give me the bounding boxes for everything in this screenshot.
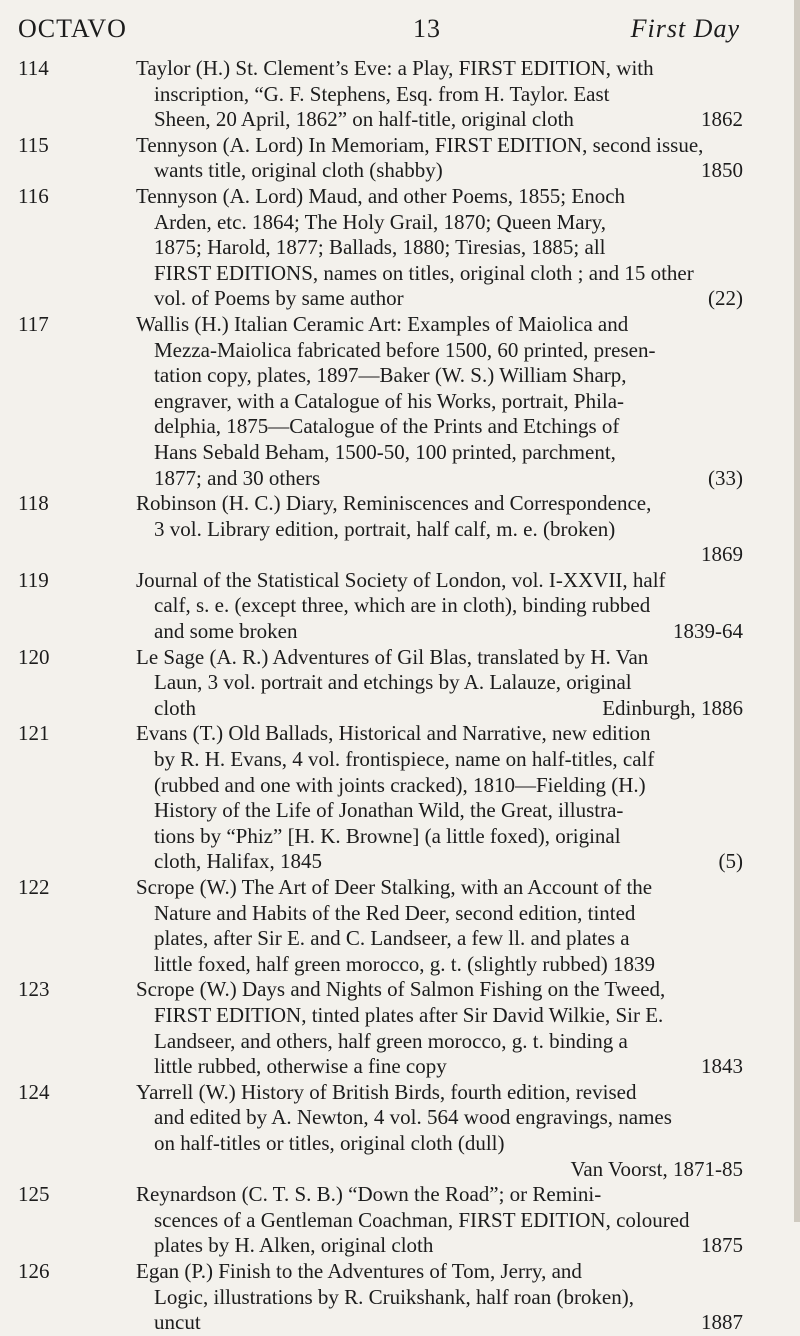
lot-entry: [18, 491, 743, 568]
description-line: FIRST EDITION, tinted plates after Sir David Wilkie, Sir E.: [154, 1002, 664, 1027]
description-line: little foxed, half green morocco, g. t. (slightly rubbed) 1839: [154, 951, 655, 976]
lot-number: 124: [18, 1079, 50, 1104]
description-line: 1875; Harold, 1877; Ballads, 1880; Tiresias, 1885; all: [154, 235, 606, 260]
description-line: uncut 1887: [154, 1310, 743, 1335]
header-format: OCTAVO: [18, 14, 127, 43]
description-line: tions by “Phiz” [H. K. Browne] (a little foxed), original: [154, 823, 621, 848]
description-line: calf, s. e. (except three, which are in cloth), binding rubbed: [154, 593, 651, 618]
description-line: Le Sage (A. R.) Adventures of Gil Blas, translated by H. Van: [136, 644, 649, 669]
lot-number: 126: [18, 1258, 50, 1283]
lot-entry: [18, 133, 743, 184]
description-line: Reynardson (C. T. S. B.) “Down the Road”; or Remini-: [136, 1182, 602, 1207]
description-line: and some broken 1839-64: [154, 619, 743, 644]
lot-entry: [18, 1182, 743, 1259]
lot-description: [136, 1182, 743, 1259]
description-line: delphia, 1875—Catalogue of the Prints and Etchings of: [154, 414, 620, 439]
lot-number: 115: [18, 132, 49, 157]
description-line: (rubbed and one with joints cracked), 1810—Fielding (H.): [154, 772, 646, 797]
lot-number: 120: [18, 644, 50, 669]
lot-entry: [18, 1259, 743, 1336]
lot-entry: [18, 568, 743, 645]
lot-description: [136, 184, 743, 312]
description-line: 1877; and 30 others (33): [154, 465, 743, 490]
lot-entry: [18, 56, 743, 133]
lot-number: 118: [18, 491, 49, 516]
lot-description: [136, 491, 743, 568]
description-line: engraver, with a Catalogue of his Works, portrait, Phila-: [154, 388, 625, 413]
description-line: FIRST EDITIONS, names on titles, original cloth ; and 15 other: [154, 260, 694, 285]
description-line: by R. H. Evans, 4 vol. frontispiece, name on half-titles, calf: [154, 747, 655, 772]
lot-entry: [18, 721, 743, 875]
lot-number: 123: [18, 977, 50, 1002]
description-line: Evans (T.) Old Ballads, Historical and Narrative, new edition: [136, 721, 651, 746]
description-line: Egan (P.) Finish to the Adventures of Tom, Jerry, and: [136, 1258, 582, 1283]
description-line: little rubbed, otherwise a fine copy 1843: [154, 1054, 743, 1079]
description-line: wants title, original cloth (shabby) 1850: [154, 158, 743, 183]
description-line: on half-titles or titles, original cloth (dull): [154, 1130, 505, 1155]
lot-number: 121: [18, 721, 50, 746]
description-line: Sheen, 20 April, 1862” on half-title, original cloth 1862: [154, 107, 743, 132]
lot-description: [136, 1080, 743, 1182]
lot-entry: [18, 645, 743, 722]
description-line: vol. of Poems by same author (22): [154, 286, 743, 311]
lot-entry: [18, 1080, 743, 1182]
lot-description: [136, 133, 743, 184]
description-line: Journal of the Statistical Society of London, vol. I-XXVII, half: [136, 567, 666, 592]
lot-description: [136, 568, 743, 645]
lot-description: [136, 977, 743, 1079]
lot-number: 122: [18, 875, 50, 899]
lot-description: [136, 56, 743, 133]
lot-list: [18, 56, 743, 1336]
description-line: Scrope (W.) Days and Nights of Salmon Fishing on the Tweed,: [136, 977, 666, 1002]
description-line: Van Voorst, 1871-85: [570, 1156, 743, 1181]
lot-description: [136, 645, 743, 722]
description-line: Arden, etc. 1864; The Holy Grail, 1870; Queen Mary,: [154, 209, 606, 234]
lot-number: 116: [18, 183, 49, 208]
description-line: inscription, “G. F. Stephens, Esq. from H. Taylor. East: [154, 81, 610, 106]
description-line: Hans Sebald Beham, 1500-50, 100 printed, parchment,: [154, 439, 616, 464]
description-line: Taylor (H.) St. Clement’s Eve: a Play, FIRST EDITION, with: [136, 56, 654, 80]
lot-number: 125: [18, 1182, 50, 1207]
lot-number: 119: [18, 567, 49, 592]
description-line: and edited by A. Newton, 4 vol. 564 wood engravings, names: [154, 1105, 672, 1130]
lot-entry: [18, 312, 743, 491]
description-line: Robinson (H. C.) Diary, Reminiscences and Correspondence,: [136, 491, 652, 516]
description-line: Yarrell (W.) History of British Birds, fourth edition, revised: [136, 1079, 637, 1104]
page-header: [18, 14, 740, 42]
description-line: cloth Edinburgh, 1886: [154, 695, 743, 720]
page-edge: [794, 0, 800, 1222]
description-line: Tennyson (A. Lord) Maud, and other Poems, 1855; Enoch: [136, 183, 626, 208]
description-line: Laun, 3 vol. portrait and etchings by A. Lalauze, original: [154, 670, 632, 695]
lot-description: [136, 721, 743, 875]
lot-entry: [18, 184, 743, 312]
description-line: 1869: [701, 542, 743, 567]
lot-entry: [18, 875, 743, 977]
header-day: First Day: [630, 14, 740, 43]
description-line: Logic, illustrations by R. Cruikshank, half roan (broken),: [154, 1284, 634, 1309]
lot-number: 117: [18, 311, 49, 336]
page-number: 13: [413, 14, 441, 43]
description-line: 3 vol. Library edition, portrait, half calf, m. e. (broken): [154, 516, 616, 541]
description-line: plates by H. Alken, original cloth 1875: [154, 1233, 743, 1258]
lot-description: [136, 875, 743, 977]
description-line: Tennyson (A. Lord) In Memoriam, FIRST EDITION, second issue,: [136, 132, 704, 157]
description-line: Mezza-Maiolica fabricated before 1500, 60 printed, presen-: [154, 337, 656, 362]
description-line: Landseer, and others, half green morocco, g. t. binding a: [154, 1028, 628, 1053]
description-line: Scrope (W.) The Art of Deer Stalking, with an Account of the: [136, 875, 653, 899]
lot-description: [136, 1259, 743, 1336]
description-line: plates, after Sir E. and C. Landseer, a few ll. and plates a: [154, 926, 630, 951]
lot-entry: [18, 977, 743, 1079]
lot-description: [136, 312, 743, 491]
lot-number: 114: [18, 56, 49, 80]
description-line: Wallis (H.) Italian Ceramic Art: Examples of Maiolica and: [136, 311, 629, 336]
description-line: tation copy, plates, 1897—Baker (W. S.) William Sharp,: [154, 363, 627, 388]
description-line: History of the Life of Jonathan Wild, the Great, illustra-: [154, 798, 624, 823]
description-line: cloth, Halifax, 1845 (5): [154, 849, 743, 874]
description-line: scences of a Gentleman Coachman, FIRST EDITION, coloured: [154, 1207, 690, 1232]
description-line: Nature and Habits of the Red Deer, second edition, tinted: [154, 900, 636, 925]
